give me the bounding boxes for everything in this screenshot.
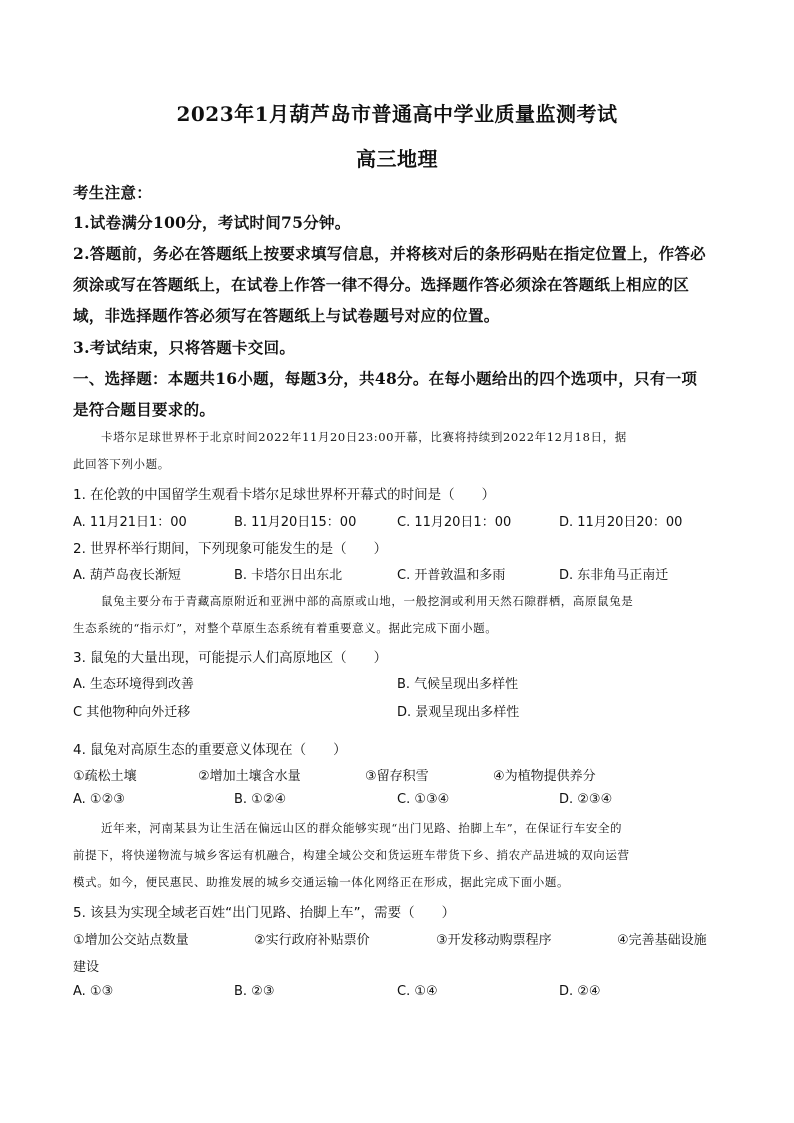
question-3-stem: 3. 鼠兔的大量出现，可能提示人们高原地区（ ） [73,650,388,666]
question-3-option-b: B. 气候呈现出多样性 [397,677,519,692]
notice-item-3: 3.考试结束，只将答题卡交回。 [73,338,296,357]
passage-3-line-1: 近年来，河南某县为让生活在偏远山区的群众能够实现“出门见路、抬脚上车”，在保证行车安全的 [101,821,623,835]
question-1-stem: 1. 在伦敦的中国留学生观看卡塔尔足球世界杯开幕式的时间是（ ） [73,487,496,503]
question-2-stem: 2. 世界杯举行期间，下列现象可能发生的是（ ） [73,541,388,557]
question-3-option-a: A. 生态环境得到改善 [73,677,194,692]
question-5-option-c: C. ①④ [397,984,438,999]
question-5-option-b: B. ②③ [234,984,275,999]
question-2-option-c: C. 开普敦温和多雨 [397,568,506,583]
question-5-option-a: A. ①③ [73,984,114,999]
notice-item-2-line-1: 2.答题前，务必在答题纸上按要求填写信息，并将核对后的条形码贴在指定位置上，作答必 [73,244,706,263]
question-3-option-d: D. 景观呈现出多样性 [397,705,520,720]
question-2-option-d: D. 东非角马正南迁 [559,568,669,583]
question-5-choice-1: ①增加公交站点数量 [73,933,189,948]
section-heading-line-2: 是符合题目要求的。 [73,400,216,419]
notice-item-1: 1.试卷满分100分，考试时间75分钟。 [73,213,351,232]
notice-heading: 考生注意： [73,183,153,202]
passage-3-line-3: 模式。如今，便民惠民、助推发展的城乡交通运输一体化网络正在形成，据此完成下面小题。 [73,875,570,889]
question-1-option-a: A. 11月21日1：00 [73,515,187,530]
passage-1-line-1: 卡塔尔足球世界杯于北京时间2022年11月20日23:00开幕，比赛将持续到2022年12月18日，据 [101,430,627,444]
exam-subtitle: 高三地理 [356,147,438,171]
question-4-choice-3: ③留存积雪 [365,769,429,784]
question-4-choice-1: ①疏松土壤 [73,769,137,784]
question-2-option-b: B. 卡塔尔日出东北 [234,568,343,583]
question-1-option-c: C. 11月20日1：00 [397,515,512,530]
notice-item-2-line-2: 须涂或写在答题纸上，在试卷上作答一律不得分。选择题作答必须涂在答题纸上相应的区 [73,275,690,294]
question-4-option-b: B. ①②④ [234,792,287,807]
question-5-choice-2: ②实行政府补贴票价 [254,933,370,948]
question-4-choice-2: ②增加土壤含水量 [198,769,301,784]
question-5-option-d: D. ②④ [559,984,601,999]
section-heading-line-1: 一、选择题：本题共16小题，每题3分，共48分。在每小题给出的四个选项中，只有一项 [73,369,698,388]
passage-1-line-2: 此回答下列小题。 [73,457,170,471]
question-4-stem: 4. 鼠兔对高原生态的重要意义体现在（ ） [73,742,347,758]
notice-item-2-line-3: 域，非选择题作答必须写在答题纸上与试卷题号对应的位置。 [73,306,500,325]
passage-2-line-1: 鼠兔主要分布于青藏高原附近和亚洲中部的高原或山地，一般挖洞或利用天然石隙群栖，高原鼠兔是 [101,594,634,608]
exam-title: 2023年1月葫芦岛市普通高中学业质量监测考试 [176,102,618,126]
question-5-choice-4: ④完善基础设施 [617,933,707,948]
question-5-choice-4-continued: 建设 [73,960,100,975]
question-1-option-b: B. 11月20日15：00 [234,515,357,530]
question-3-option-c: C 其他物种向外迁移 [73,705,191,720]
question-4-option-d: D. ②③④ [559,792,613,807]
question-4-choice-4: ④为植物提供养分 [493,769,596,784]
question-5-stem: 5. 该县为实现全域老百姓“出门见路、抬脚上车”，需要（ ） [73,905,456,921]
question-2-option-a: A. 葫芦岛夜长渐短 [73,568,181,583]
question-5-choice-3: ③开发移动购票程序 [436,933,552,948]
passage-2-line-2: 生态系统的“指示灯”，对整个草原生态系统有着重要意义。据此完成下面小题。 [73,621,498,635]
question-4-option-c: C. ①③④ [397,792,450,807]
question-1-option-d: D. 11月20日20：00 [559,515,683,530]
passage-3-line-2: 前提下，将快递物流与城乡客运有机融合，构建全域公交和货运班车带货下乡、捎农产品进城的双向运营 [73,848,630,862]
question-4-option-a: A. ①②③ [73,792,125,807]
